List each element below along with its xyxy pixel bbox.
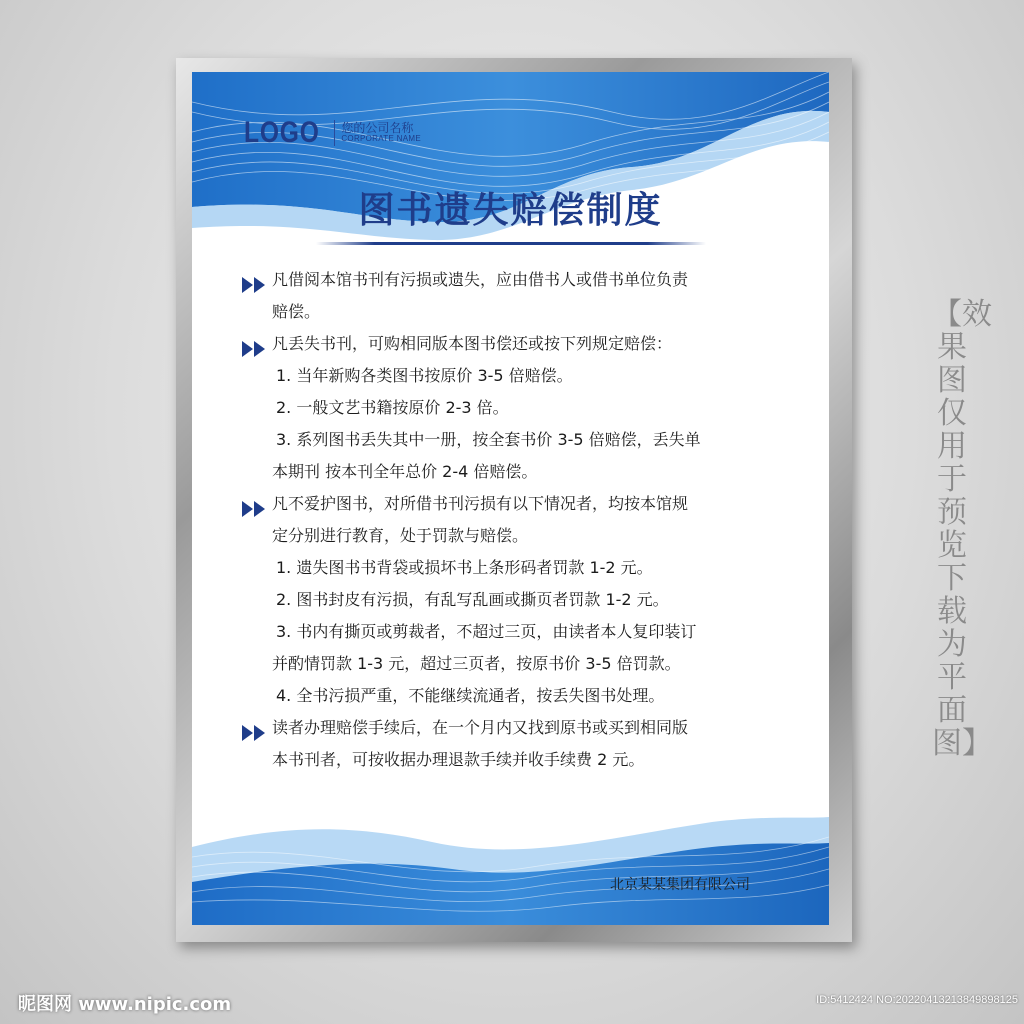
rule-list-item: 1. 当年新购各类图书按原价 3-5 倍赔偿。 <box>276 366 573 385</box>
company-name-english: CORPORATE NAME <box>341 134 421 144</box>
rule-list-item-continued: 并酌情罚款 1-3 元，超过三页者，按原书价 3-5 倍罚款。 <box>272 654 681 673</box>
double-arrow-icon <box>242 720 268 736</box>
logo-mark: LOGO <box>244 116 320 149</box>
double-arrow-icon <box>242 496 268 512</box>
rule-paragraph <box>242 712 802 744</box>
rule-paragraph-continued <box>242 520 802 552</box>
rules-content <box>242 264 802 776</box>
rule-text: 凡丢失书刊，可购相同版本图书偿还或按下列规定赔偿： <box>272 334 673 353</box>
poster <box>192 72 829 925</box>
title-underline <box>316 242 706 245</box>
preview-notice: 【效果图仅用于预览 下载为平面图】 <box>932 297 992 761</box>
company-name: 您的公司名称 <box>341 121 414 135</box>
rule-text: 本书刊者，可按收据办理退款手续并收手续费 2 元。 <box>272 750 645 769</box>
rule-paragraph <box>242 264 802 296</box>
rule-paragraph-continued <box>242 744 802 776</box>
image-id-watermark: ID:5412424 NO:20220413213849898125 <box>816 994 1018 1006</box>
double-arrow-icon <box>242 272 268 288</box>
rule-text: 凡借阅本馆书刊有污损或遗失，应由借书人或借书单位负责 <box>272 270 689 289</box>
rule-text: 凡不爱护图书，对所借书刊污损有以下情况者，均按本馆规 <box>272 494 689 513</box>
rule-text: 读者办理赔偿手续后，在一个月内又找到原书或买到相同版 <box>272 718 689 737</box>
rule-text: 赔偿。 <box>272 302 321 321</box>
rule-list-item: 3. 书内有撕页或剪裁者，不超过三页，由读者本人复印装订 <box>276 622 697 641</box>
rule-list-item: 3. 系列图书丢失其中一册，按全套书价 3-5 倍赔偿，丢失单 <box>276 430 701 449</box>
rule-list-item: 4. 全书污损严重，不能继续流通者，按丢失图书处理。 <box>276 686 665 705</box>
rule-list-item: 1. 遗失图书书背袋或损坏书上条形码者罚款 1-2 元。 <box>276 558 653 577</box>
rule-paragraph-continued <box>242 296 802 328</box>
double-arrow-icon <box>242 336 268 352</box>
rule-paragraph <box>242 488 802 520</box>
logo-divider <box>334 120 335 146</box>
rule-list-item: 2. 一般文艺书籍按原价 2-3 倍。 <box>276 398 509 417</box>
rule-text: 定分别进行教育，处于罚款与赔偿。 <box>272 526 529 545</box>
rule-list-item-continued: 本期刊 按本刊全年总价 2-4 倍赔偿。 <box>272 462 538 481</box>
poster-title: 图书遗失赔偿制度 <box>358 190 663 231</box>
bottom-wave-decoration <box>192 797 829 925</box>
footer-company: 北京某某集团有限公司 <box>610 877 750 893</box>
rule-list-item: 2. 图书封皮有污损，有乱写乱画或撕页者罚款 1-2 元。 <box>276 590 669 609</box>
rule-paragraph <box>242 328 802 360</box>
logo <box>244 116 421 150</box>
site-watermark: 昵图网 www.nipic.com <box>18 994 232 1015</box>
